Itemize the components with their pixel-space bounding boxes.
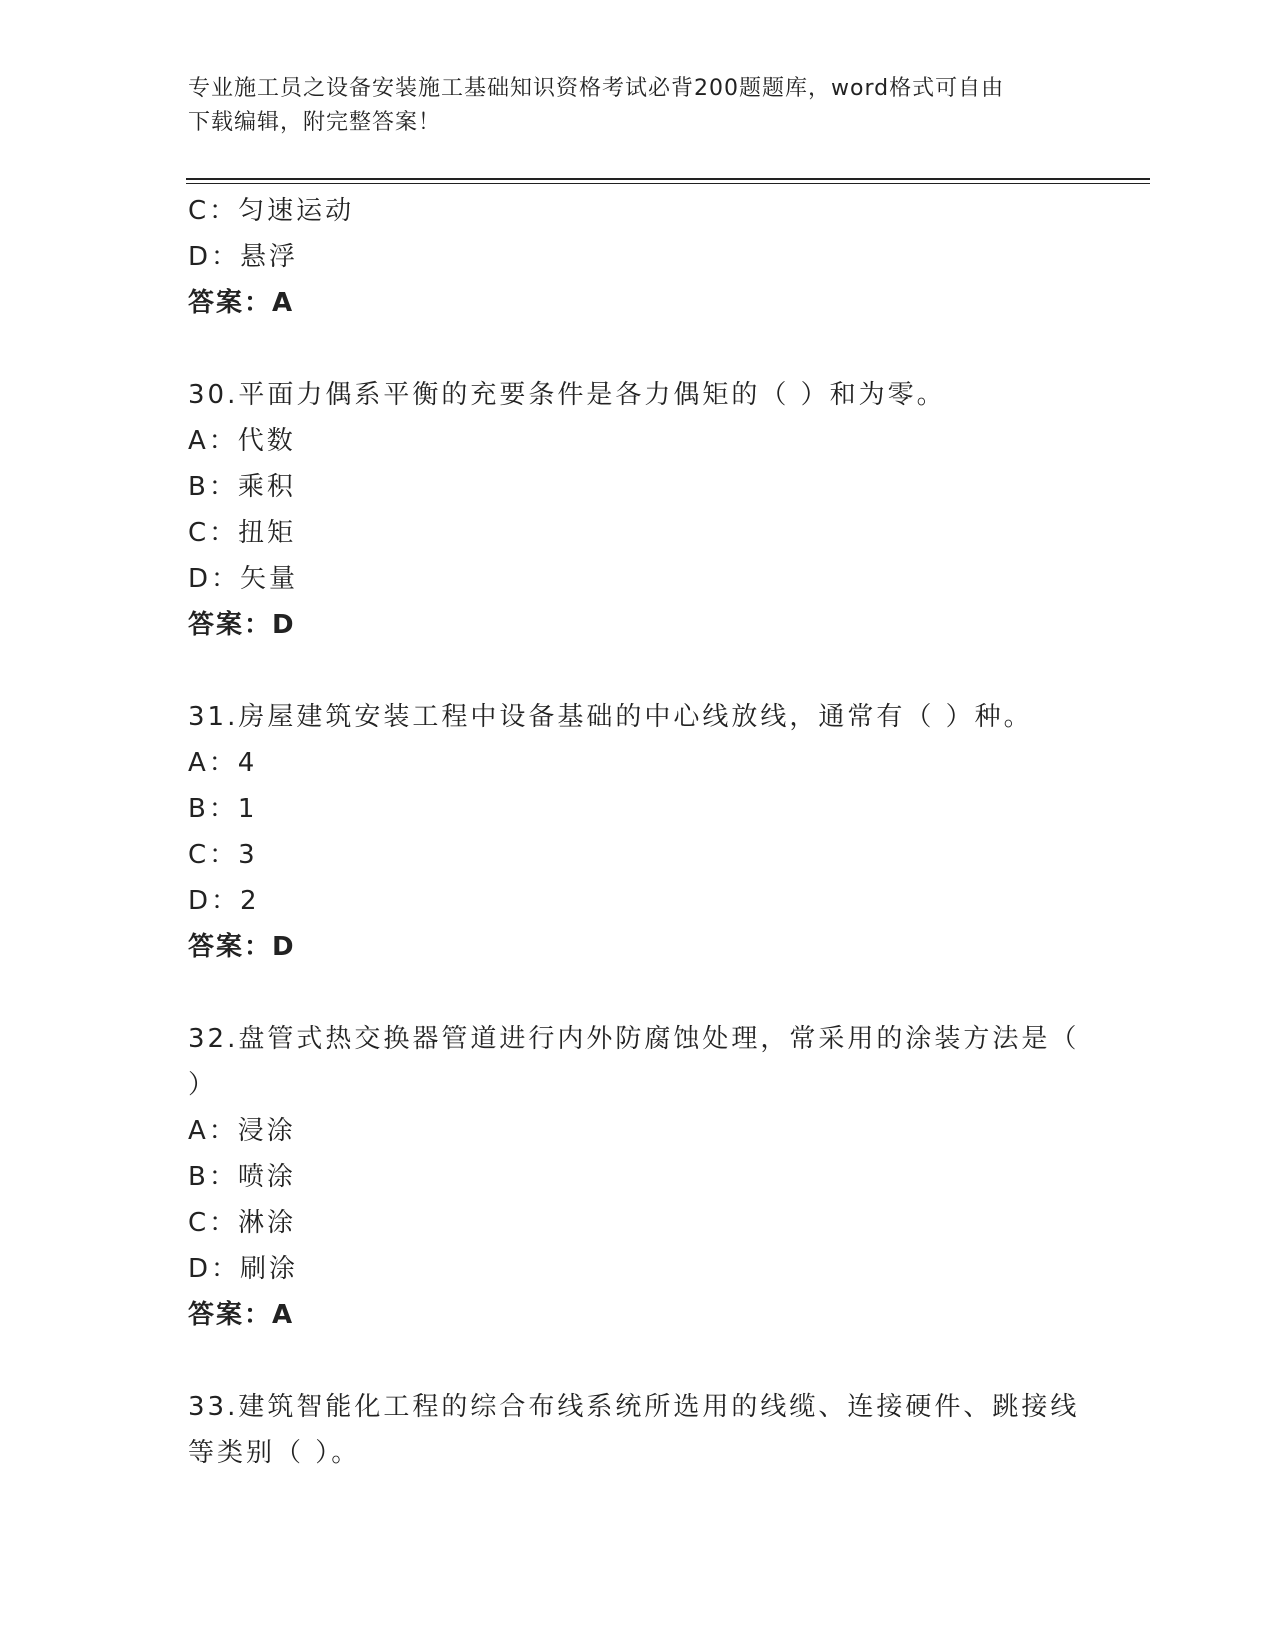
option-d: D：矢量 — [188, 564, 299, 594]
question-content — [188, 188, 1088, 1476]
question-33 — [188, 1384, 1088, 1476]
partial-question-29 — [188, 188, 1088, 326]
answer-line: 答案：A — [188, 1300, 295, 1330]
question-32 — [188, 1016, 1088, 1338]
question-text: 31.房屋建筑安装工程中设备基础的中心线放线，通常有（ ）种。 — [188, 702, 1033, 732]
question-30 — [188, 372, 1088, 648]
header-title-line-1: 专业施工员之设备安装施工基础知识资格考试必背200题题库，word格式可自由 — [188, 76, 1005, 101]
answer-line: 答案：D — [188, 610, 296, 640]
option-a: A：浸涂 — [188, 1116, 296, 1146]
answer-line: 答案：A — [188, 288, 295, 318]
question-text: 30.平面力偶系平衡的充要条件是各力偶矩的（ ）和为零。 — [188, 380, 946, 410]
document-header — [188, 72, 1088, 140]
option-b: B：乘积 — [188, 472, 296, 502]
header-divider-thick — [186, 178, 1150, 180]
option-a: A：4 — [188, 748, 258, 778]
option-c: C：淋涂 — [188, 1208, 297, 1238]
question-text: 32.盘管式热交换器管道进行内外防腐蚀处理，常采用的涂装方法是（ ） — [188, 1024, 1080, 1100]
option-b: B：喷涂 — [188, 1162, 296, 1192]
header-divider-thin — [186, 183, 1150, 184]
option-c: C：匀速运动 — [188, 196, 355, 226]
option-d: D：2 — [188, 886, 260, 916]
option-b: B：1 — [188, 794, 258, 824]
option-c: C：3 — [188, 840, 258, 870]
option-d: D：悬浮 — [188, 242, 299, 272]
header-title-line-2: 下载编辑，附完整答案！ — [188, 110, 442, 135]
answer-line: 答案：D — [188, 932, 296, 962]
option-a: A：代数 — [188, 426, 296, 456]
question-text: 33.建筑智能化工程的综合布线系统所选用的线缆、连接硬件、跳接线等类别（ ）。 — [188, 1392, 1080, 1468]
option-d: D：刷涂 — [188, 1254, 299, 1284]
question-31 — [188, 694, 1088, 970]
option-c: C：扭矩 — [188, 518, 297, 548]
